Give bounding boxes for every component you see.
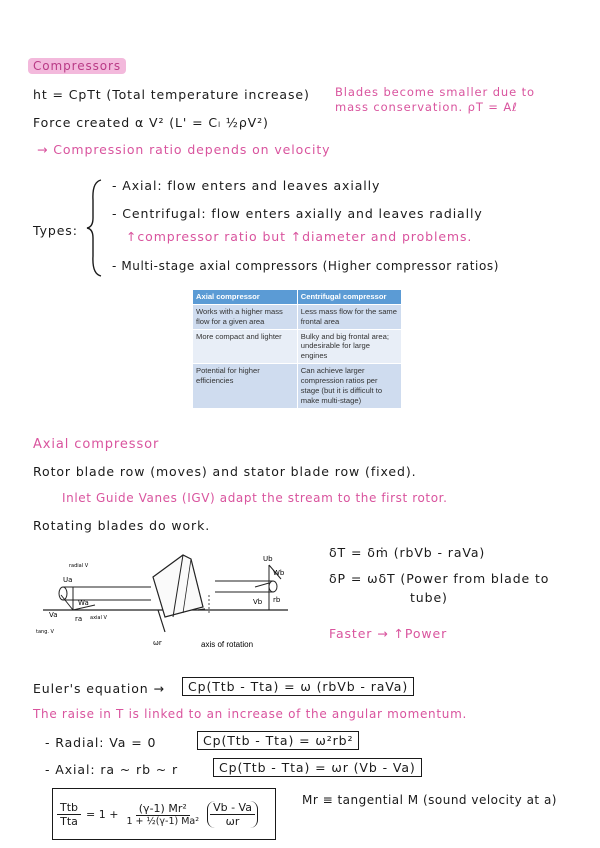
label-vb: Vb (253, 598, 263, 606)
label-ra: ra (75, 615, 83, 623)
euler-label: Euler's equation → (33, 681, 165, 696)
total-temperature-line: ht = CpTt (Total temperature increase) (33, 87, 310, 102)
table-header-centrifugal: Centrifugal compressor (297, 290, 401, 304)
blade-figure (33, 547, 295, 657)
right-fraction (207, 801, 258, 828)
axial-case-label: - Axial: ra ~ rb ~ r (45, 762, 179, 777)
table-cell: More compact and lighter (193, 329, 297, 364)
label-wb: Wb (273, 569, 285, 577)
lhs-fraction (57, 801, 81, 828)
label-ua: Ua (63, 576, 73, 584)
mid-numerator: (γ-1) Mr² (136, 802, 190, 816)
equals-one-plus: = 1 + (86, 807, 119, 821)
centrifugal-type: - Centrifugal: flow enters axially and leaves radially (112, 206, 483, 221)
label-wa: Wa (78, 599, 89, 607)
centrifugal-note: ↑compressor ratio but ↑diameter and problems. (126, 229, 473, 244)
table-row (193, 329, 402, 364)
comparison-table (193, 290, 402, 408)
blade-diagram (33, 547, 295, 657)
force-line: Force created α V² (L' = Cₗ ½ρV²) (33, 115, 269, 130)
table-cell: Less mass flow for the same frontal area (297, 304, 401, 329)
types-brace (86, 178, 104, 278)
axial-type: - Axial: flow enters and leaves axially (112, 178, 381, 193)
radial-case-equation: Cp(Ttb - Tta) = ω²rb² (197, 731, 359, 750)
label-rb: rb (273, 596, 281, 604)
page-title (28, 58, 126, 73)
power-equation-1: δP = ωδT (Power from blade to (329, 571, 550, 586)
table-cell: Bulky and big frontal area; undesirable for large engines (297, 329, 401, 364)
axial-heading: Axial compressor (33, 437, 160, 452)
table-cell: Works with a higher mass flow for a given area (193, 304, 297, 329)
multistage-type: - Multi-stage axial compressors (Higher compressor ratios) (112, 259, 500, 273)
label-ub: Ub (263, 555, 273, 563)
rotating-line: Rotating blades do work. (33, 518, 211, 533)
axis-label: axis of rotation (201, 640, 254, 649)
blades-note-1: Blades become smaller due to (335, 85, 535, 99)
mid-fraction (123, 802, 202, 827)
angular-momentum-line: The raise in T is linked to an increase of the angular momentum. (33, 707, 467, 721)
label-va: Va (49, 611, 58, 619)
torque-equation: δT = δṁ (rbVb - raVa) (329, 545, 486, 560)
lhs-denominator: Tta (60, 814, 78, 828)
right-denominator: ωr (225, 814, 240, 828)
blades-note-2: mass conservation. ρT = Aℓ (335, 100, 518, 114)
faster-note: Faster → ↑Power (329, 626, 448, 641)
table-cell: Potential for higher efficiencies (193, 364, 297, 408)
temperature-ratio-equation (52, 788, 276, 840)
mid-denominator: 1 + ½(γ-1) Ma² (126, 815, 200, 827)
right-numerator: Vb - Va (210, 801, 255, 815)
types-label: Types: (33, 223, 78, 238)
table-header-axial: Axial compressor (193, 290, 297, 304)
igv-line: Inlet Guide Vanes (IGV) adapt the stream to the first rotor. (62, 491, 448, 505)
label-radial-v: radial V (69, 563, 89, 569)
lhs-numerator: Ttb (57, 801, 81, 815)
radial-case-label: - Radial: Va = 0 (45, 735, 157, 750)
title-highlight: Compressors (28, 58, 126, 74)
label-omega-r: ωr (153, 639, 162, 647)
power-equation-2: tube) (410, 590, 448, 605)
mr-definition: Mr ≡ tangential M (sound velocity at a) (302, 793, 557, 807)
label-tang-v: tang. V (36, 629, 54, 635)
axial-case-equation: Cp(Ttb - Tta) = ωr (Vb - Va) (213, 758, 422, 777)
euler-equation: Cp(Ttb - Tta) = ω (rbVb - raVa) (182, 677, 414, 696)
compression-ratio-line: → Compression ratio depends on velocity (37, 142, 331, 157)
label-axial-v: axial V (90, 615, 107, 621)
table-row (193, 364, 402, 408)
table-row (193, 304, 402, 329)
rotor-line: Rotor blade row (moves) and stator blade row (fixed). (33, 464, 417, 479)
table-cell: Can achieve larger compression ratios per stage (but it is difficult to make multi-stage) (297, 364, 401, 408)
